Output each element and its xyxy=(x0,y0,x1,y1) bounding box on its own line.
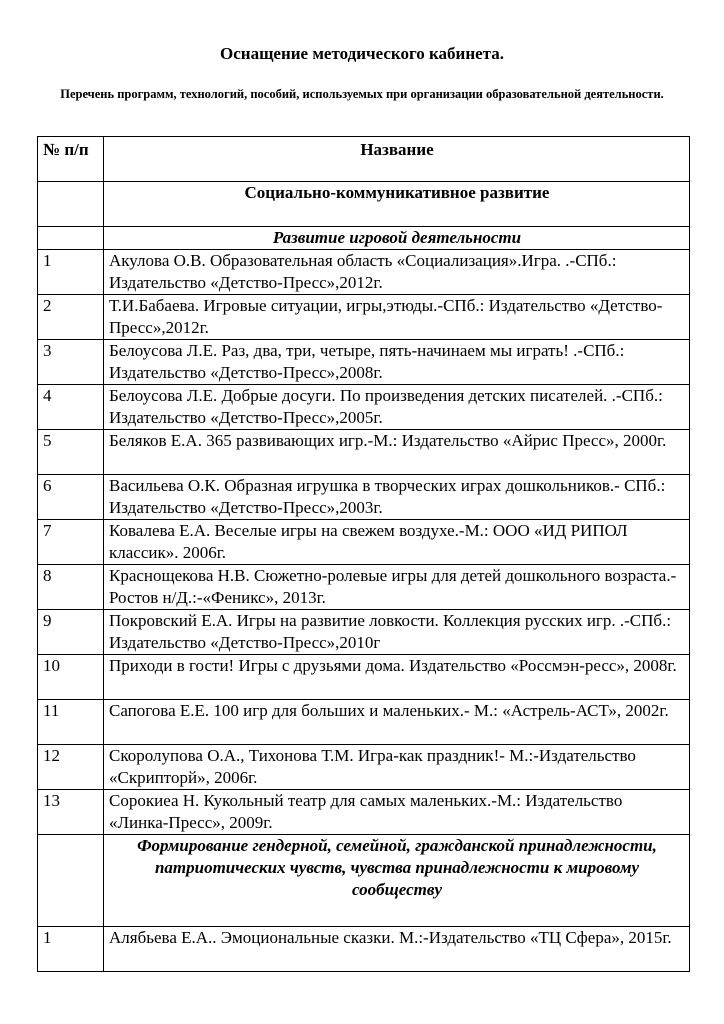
subsection-num-cell xyxy=(38,227,104,250)
subsection-row xyxy=(38,227,690,250)
row-number: 2 xyxy=(38,295,104,340)
header-num-cell: № п/п xyxy=(38,137,104,182)
table-row xyxy=(38,700,690,745)
row-number: 9 xyxy=(38,610,104,655)
table-row xyxy=(38,475,690,520)
row-number: 4 xyxy=(38,385,104,430)
table-row xyxy=(38,565,690,610)
row-title: Т.И.Бабаева. Игровые ситуации, игры,этюды.-СПб.: Издательство «Детство-Пресс»,2012г. xyxy=(104,295,690,340)
row-title: Ковалева Е.А. Веселые игры на свежем воздухе.-М.: ООО «ИД РИПОЛ классик». 2006г. xyxy=(104,520,690,565)
page-subtitle: Перечень программ, технологий, пособий, используемых при организации образовательной деятельности. xyxy=(60,87,664,101)
row-number: 11 xyxy=(38,700,104,745)
row-title: Беляков Е.А. 365 развивающих игр.-М.: Издательство «Айрис Пресс», 2000г. xyxy=(104,430,690,475)
header-name-cell: Название xyxy=(104,137,690,182)
row-title: Скоролупова О.А., Тихонова Т.М. Игра-как праздник!- М.:-Издательство «Скрипторй», 2006г. xyxy=(104,745,690,790)
subsection-title: Формирование гендерной, семейной, гражданской принадлежности, патриотических чувств, чувства принадлежности к мировому сообществу xyxy=(104,835,690,927)
table-row xyxy=(38,745,690,790)
row-title: Васильева О.К. Образная игрушка в творческих играх дошкольников.- СПб.: Издательство «Детство-Пресс»,2003г. xyxy=(104,475,690,520)
row-title: Сапогова Е.Е. 100 игр для больших и маленьких.- М.: «Астрель-АСТ», 2002г. xyxy=(104,700,690,745)
table-row xyxy=(38,520,690,565)
row-number: 5 xyxy=(38,430,104,475)
subsection-title: Развитие игровой деятельности xyxy=(104,227,690,250)
table-row xyxy=(38,430,690,475)
row-title: Сорокиеа Н. Кукольный театр для самых маленьких.-М.: Издательство «Линка-Пресс», 2009г. xyxy=(104,790,690,835)
subsection-row xyxy=(38,835,690,927)
table-row xyxy=(38,295,690,340)
row-number: 1 xyxy=(38,250,104,295)
table-row xyxy=(38,927,690,972)
page-title: Оснащение методического кабинета. xyxy=(220,44,504,63)
row-title: Покровский Е.А. Игры на развитие ловкости. Коллекция русских игр. .-СПб.: Издательство «Детство-Пресс»,2010г xyxy=(104,610,690,655)
row-number: 10 xyxy=(38,655,104,700)
table-row xyxy=(38,790,690,835)
row-number: 7 xyxy=(38,520,104,565)
programs-table xyxy=(37,136,690,972)
row-number: 3 xyxy=(38,340,104,385)
table-row xyxy=(38,340,690,385)
section-title: Социально-коммуникативное развитие xyxy=(104,182,690,227)
row-title: Акулова О.В. Образовательная область «Социализация».Игра. .-СПб.: Издательство «Детство-Пресс»,2012г. xyxy=(104,250,690,295)
row-number: 6 xyxy=(38,475,104,520)
table-row xyxy=(38,610,690,655)
row-number: 13 xyxy=(38,790,104,835)
row-number: 1 xyxy=(38,927,104,972)
row-number: 12 xyxy=(38,745,104,790)
row-title: Приходи в гости! Игры с друзьями дома. Издательство «Россмэн-ресс», 2008г. xyxy=(104,655,690,700)
section-num-cell xyxy=(38,182,104,227)
row-title: Краснощекова Н.В. Сюжетно-ролевые игры для детей дошкольного возраста.-Ростов н/Д.:-«Феникс», 2013г. xyxy=(104,565,690,610)
table-row xyxy=(38,385,690,430)
row-number: 8 xyxy=(38,565,104,610)
row-title: Белоусова Л.Е. Раз, два, три, четыре, пять-начинаем мы играть! .-СПб.: Издательство «Детство-Пресс»,2008г. xyxy=(104,340,690,385)
table-row xyxy=(38,655,690,700)
section-row xyxy=(38,182,690,227)
row-title: Алябьева Е.А.. Эмоциональные сказки. М.:-Издательство «ТЦ Сфера», 2015г. xyxy=(104,927,690,972)
table-row xyxy=(38,250,690,295)
table-header-row xyxy=(38,137,690,182)
subsection-num-cell xyxy=(38,835,104,927)
row-title: Белоусова Л.Е. Добрые досуги. По произведения детских писателей. .-СПб.: Издательство «Детство-Пресс»,2005г. xyxy=(104,385,690,430)
